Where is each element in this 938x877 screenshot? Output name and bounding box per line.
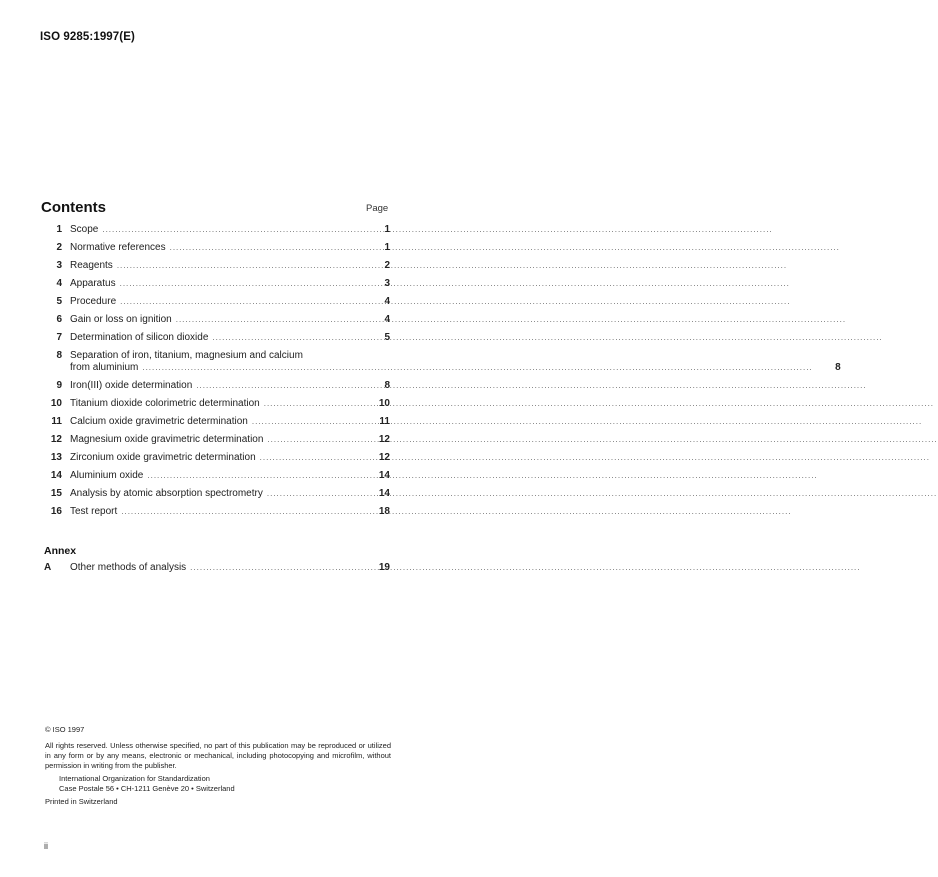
page-number: ii	[44, 841, 48, 851]
dot-leader	[117, 260, 787, 272]
toc-entry[interactable]	[40, 350, 841, 374]
dot-leader	[102, 224, 772, 236]
toc-entry-number: 11	[51, 416, 62, 427]
toc-entry[interactable]	[40, 260, 390, 272]
dot-leader	[176, 314, 846, 326]
toc-entry-title: Gain or loss on ignition	[70, 314, 172, 325]
dot-leader	[147, 470, 817, 482]
toc-entry-page: 5	[384, 332, 390, 343]
toc-entry-title: Titanium dioxide colorimetric determination	[70, 398, 260, 409]
toc-entry[interactable]	[40, 314, 390, 326]
toc-entry-title: Determination of silicon dioxide	[70, 332, 209, 343]
toc-entry-title: Aluminium oxide	[70, 470, 144, 481]
toc-entry-page: 2	[384, 260, 390, 271]
organization-name: International Organization for Standardization	[59, 774, 210, 783]
toc-entry-number: 13	[50, 452, 62, 463]
toc-entry[interactable]	[40, 470, 390, 482]
dot-leader	[142, 362, 812, 374]
toc-entry-number: 1	[56, 224, 62, 235]
toc-entry[interactable]	[40, 562, 390, 574]
toc-entry[interactable]	[40, 224, 390, 236]
toc-entry-number: 16	[50, 506, 62, 517]
dot-leader	[121, 506, 791, 518]
toc-entry-number: 15	[50, 488, 62, 499]
toc-entry-title: Other methods of analysis	[70, 562, 187, 573]
toc-entry[interactable]	[40, 398, 390, 410]
toc-entry-title: Scope	[70, 224, 99, 235]
dot-leader	[190, 562, 860, 574]
toc-entry-title: Analysis by atomic absorption spectrometry	[70, 488, 263, 499]
page-column-heading: Page	[366, 203, 389, 214]
toc-entry-page: 18	[378, 506, 390, 517]
toc-entry-page: 4	[384, 296, 390, 307]
toc-entry-title: Procedure	[70, 296, 117, 307]
toc-entry-page: 3	[384, 278, 390, 289]
toc-entry-number: 10	[50, 398, 62, 409]
toc-entry-title: Iron(III) oxide determination	[70, 380, 193, 391]
annex-contents	[40, 562, 390, 574]
toc-entry-page: 19	[378, 562, 390, 573]
copyright-notice	[45, 725, 391, 807]
table-of-contents	[40, 222, 841, 518]
toc-entry-title: Normative references	[70, 242, 166, 253]
toc-entry-number: 8	[56, 350, 62, 361]
toc-entry[interactable]	[40, 296, 390, 308]
toc-entry-page: 8	[835, 362, 841, 373]
toc-entry-title: Test report	[70, 506, 118, 517]
toc-entry-page: 12	[378, 452, 390, 463]
toc-entry-title: Calcium oxide gravimetric determination	[70, 416, 248, 427]
toc-entry-number: 7	[56, 332, 62, 343]
toc-entry[interactable]	[40, 332, 390, 344]
toc-entry-page: 4	[384, 314, 390, 325]
printed-in: Printed in Switzerland	[45, 797, 118, 806]
toc-entry[interactable]	[40, 452, 390, 464]
dot-leader	[196, 380, 866, 392]
toc-entry-number: 3	[56, 260, 62, 271]
toc-entry-number: 2	[56, 242, 62, 253]
toc-entry-page: 1	[384, 242, 390, 253]
toc-entry-number: 4	[56, 278, 62, 289]
toc-entry[interactable]	[40, 278, 390, 290]
toc-entry[interactable]	[40, 506, 390, 518]
organization-address: Case Postale 56 • CH-1211 Genève 20 • Switzerland	[59, 784, 235, 793]
toc-entry-page: 10	[378, 398, 390, 409]
toc-entry-number: A	[44, 562, 52, 573]
document-id: ISO 9285:1997(E)	[40, 31, 135, 43]
toc-entry-title: Apparatus	[70, 278, 116, 289]
toc-entry-number: 9	[56, 380, 62, 391]
dot-leader	[252, 416, 922, 428]
toc-entry-title: Magnesium oxide gravimetric determination	[70, 434, 264, 445]
toc-entry-number: 14	[50, 470, 62, 481]
toc-entry-title: Zirconium oxide gravimetric determination	[70, 452, 256, 463]
toc-entry-title: Separation of iron, titanium, magnesium and calcium	[70, 350, 303, 361]
toc-entry-title: Reagents	[70, 260, 113, 271]
toc-entry-number: 5	[56, 296, 62, 307]
dot-leader	[170, 242, 840, 254]
toc-entry-page: 11	[379, 416, 390, 427]
toc-entry[interactable]	[40, 242, 390, 254]
toc-entry-page: 12	[378, 434, 390, 445]
toc-entry[interactable]	[40, 380, 390, 392]
toc-entry-number: 6	[56, 314, 62, 325]
toc-entry[interactable]	[40, 416, 390, 428]
annex-heading: Annex	[44, 545, 77, 557]
toc-entry[interactable]	[40, 488, 390, 500]
rights-statement: All rights reserved. Unless otherwise specified, no part of this publication may be reproduced or utilized in any form or by any means, electronic or mechanical, including photocopying and microfilm, without permission in writing from the publisher.	[45, 741, 391, 770]
dot-leader	[264, 398, 934, 410]
dot-leader	[120, 278, 790, 290]
toc-entry-page: 1	[384, 224, 390, 235]
toc-entry[interactable]	[40, 434, 390, 446]
toc-entry-title-continued: from aluminium	[70, 362, 139, 373]
toc-entry-number: 12	[50, 434, 62, 445]
toc-entry-page: 14	[378, 488, 390, 499]
copyright-line: © ISO 1997	[45, 725, 85, 734]
dot-leader	[120, 296, 790, 308]
contents-heading: Contents	[41, 199, 106, 216]
dot-leader	[212, 332, 882, 344]
toc-entry-page: 8	[384, 380, 390, 391]
toc-entry-page: 14	[378, 470, 390, 481]
dot-leader	[260, 452, 930, 464]
